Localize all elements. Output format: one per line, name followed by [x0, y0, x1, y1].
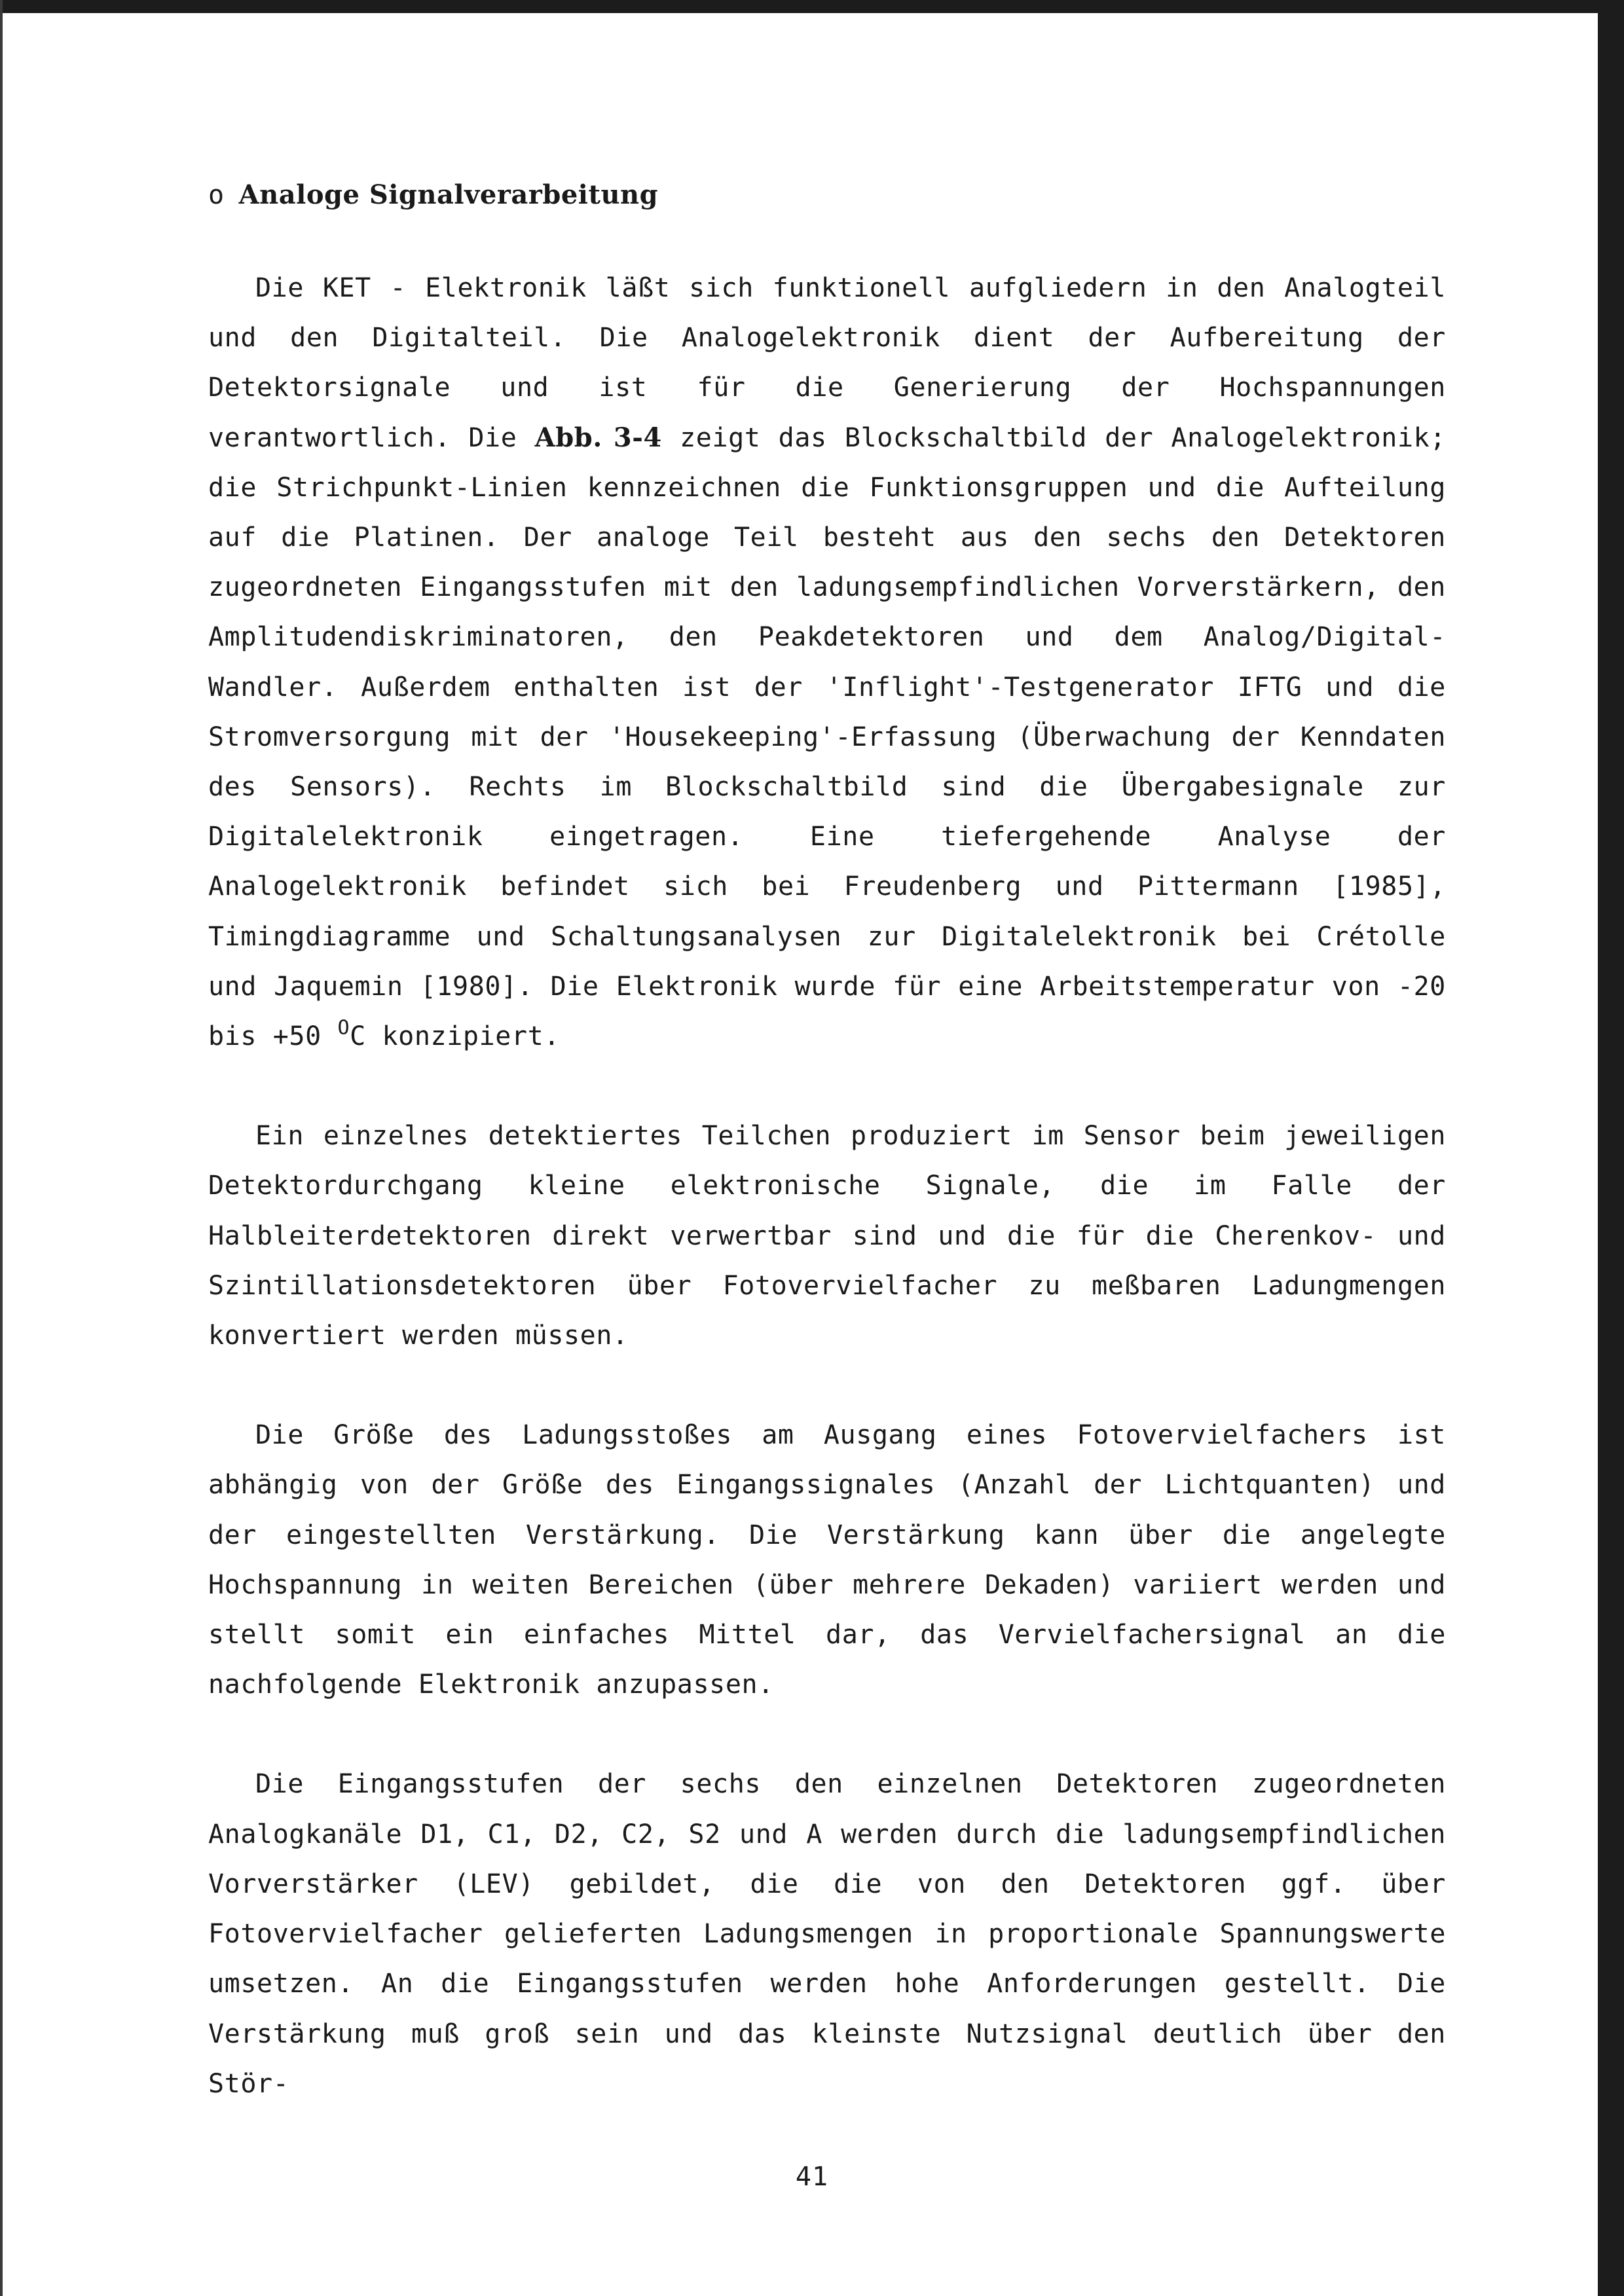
- paragraph-input-stages: Die Eingangsstufen der sechs den einzelnen Detektoren zugeordneten Analogkanäle D1, C1, D2, C2, S2 und A werden durch die ladungsempfindlichen Vorverstärker (LEV) gebildet, die die von den Detektoren ggf. über Fotovervielfacher gelieferten Ladungsmengen in proportionale Spannungswerte umsetzen. An die Eingangsstufen werden hohe Anforderungen gestellt. Die Verstärkung muß groß sein und das kleinste Nutzsignal deutlich über den Stör-: [208, 1769, 1446, 2099]
- heading-bullet: o: [208, 180, 225, 210]
- paragraph-1-text-a: Die KET - Elektronik läßt sich funktionell aufgliedern in den Analogteil und den Digitalteil. Die Analogelektronik dient der Aufbereitung der Detektorsignale und ist für die Generierung der Hochspannungen verantwortlich. Die: [208, 273, 1446, 453]
- paragraph-analog-overview: [208, 263, 1446, 1061]
- section-heading: [208, 170, 1446, 220]
- scan-border-left: [0, 0, 3, 2296]
- degree-symbol: O: [337, 1016, 350, 1040]
- paragraph-1-text-b: zeigt das Blockschaltbild der Analogelektronik; die Strichpunkt-Linien kennzeichnen die Funktionsgruppen und die Aufteilung auf die Platinen. Der analoge Teil besteht aus den sechs den Detektoren zugeordneten Eingangsstufen mit den ladungsempfindlichen Vorverstärkern, den Amplitudendiskriminatoren, den Peakdetektoren und dem Analog/Digital-Wandler. Außerdem enthalten ist der 'Inflight'-Testgenerator IFTG und die Stromversorgung mit der 'Housekeeping'-Erfassung (Überwachung der Kenndaten des Sensors). Rechts im Blockschaltbild sind die Übergabesignale zur Digitalelektronik eingetragen. Eine tiefergehende Analyse der Analogelektronik befindet sich bei Freudenberg und Pittermann [1985], Timingdiagramme und Schaltungsanalysen zur Digitalelektronik bei Crétolle und Jaquemin [1980]. Die Elektronik wurde für eine Arbeitstemperatur von -20 bis +50: [208, 422, 1446, 1052]
- paragraph-1-text-c: C konzipiert.: [350, 1021, 561, 1052]
- heading-title: Analoge Signalverarbeitung: [238, 179, 659, 210]
- figure-reference: Abb. 3-4: [534, 422, 662, 453]
- paragraph-particle-detection: Ein einzelnes detektiertes Teilchen produziert im Sensor beim jeweiligen Detektordurchgang kleine elektronische Signale, die im Falle der Halbleiterdetektoren direkt verwertbar sind und die für die Cherenkov- und Szintillationsdetektoren über Fotovervielfacher zu meßbaren Ladungmengen konvertiert werden müssen.: [208, 1121, 1446, 1351]
- document-page: [208, 170, 1446, 2159]
- page-number: 41: [795, 2162, 829, 2192]
- paragraph-charge-pulse: Die Größe des Ladungsstoßes am Ausgang eines Fotovervielfachers ist abhängig von der Größe des Eingangssignales (Anzahl der Lichtquanten) und der eingestellten Verstärkung. Die Verstärkung kann über die angelegte Hochspannung in weiten Bereichen (über mehrere Dekaden) variiert werden und stellt somit ein einfaches Mittel dar, das Vervielfachersignal an die nachfolgende Elektronik anzupassen.: [208, 1420, 1446, 1700]
- scan-border-right: [1598, 0, 1624, 2296]
- scan-border-top: [0, 0, 1624, 13]
